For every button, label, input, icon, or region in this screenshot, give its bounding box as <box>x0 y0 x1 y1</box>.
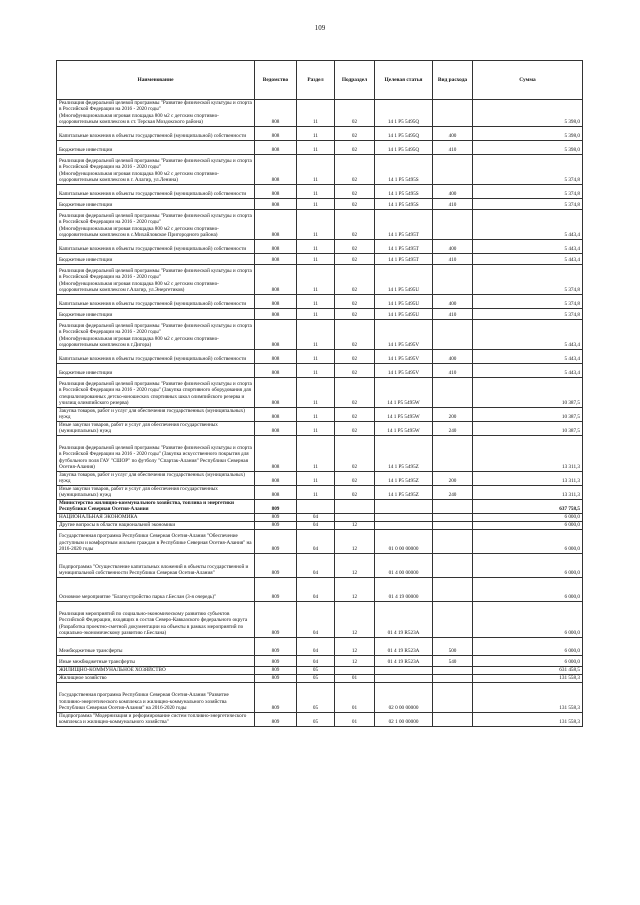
cell-name: Реализация федеральной целевой программы "Развитие физической культуры и спорта в Российской Федерации на 2016 - 2020 годы" (Многофункциональная игровая площадка 800 м2 с детским спортивно-оздоровительным комплексом в г.Дигора) <box>57 319 255 349</box>
cell-amount: 131 558,3 <box>473 674 583 682</box>
cell-section: 11 <box>297 253 335 264</box>
cell-section: 11 <box>297 319 335 349</box>
cell-ministry: 809 <box>255 521 297 529</box>
cell-target-article: 01 4 19 R523A <box>375 655 433 666</box>
cell-section: 11 <box>297 471 335 485</box>
header-amount: Сумма <box>473 61 583 100</box>
cell-ministry: 808 <box>255 184 297 198</box>
cell-target-article: 02 0 00 00000 <box>375 682 433 712</box>
cell-expense-type: 500 <box>433 637 473 655</box>
table-row <box>57 198 583 209</box>
cell-section: 11 <box>297 126 335 140</box>
cell-amount: 6 000,0 <box>473 577 583 601</box>
cell-name: Реализация федеральной целевой программы "Развитие физической культуры и спорта в Российской Федерации на 2016 - 2020 годы" (Многофункциональная игровая площадка 800 м2 с детским спортивно-оздоровительным комплексом г.Алагир, ул.Энергетиков) <box>57 264 255 294</box>
table-row <box>57 308 583 319</box>
cell-expense-type <box>433 529 473 553</box>
cell-name: Подпрограмма "Осуществление капитальных вложений в объекты государственной и муниципальной собственности Республики Северная Осетия-Алания" <box>57 553 255 577</box>
cell-target-article: 14 1 P5 5495U <box>375 308 433 319</box>
cell-subsection: 02 <box>335 435 375 471</box>
cell-amount: 631 458,5 <box>473 666 583 674</box>
cell-name: Подпрограмма "Модернизация и реформирование систем топливно-энергетического комплекса и жилищно-коммунального хозяйства" <box>57 712 255 726</box>
cell-expense-type <box>433 553 473 577</box>
table-row <box>57 601 583 637</box>
header-ministry: Ведомство <box>255 61 297 100</box>
cell-target-article: 14 1 P5 5495V <box>375 349 433 363</box>
cell-expense-type: 410 <box>433 198 473 209</box>
cell-name: Иные закупки товаров, работ и услуг для обеспечения государственных (муниципальных) нужд <box>57 421 255 435</box>
cell-ministry: 808 <box>255 471 297 485</box>
cell-name: Закупка товаров, работ и услуг для обеспечения государственных (муниципальных) нужд <box>57 407 255 421</box>
cell-ministry: 809 <box>255 601 297 637</box>
table-row <box>57 655 583 666</box>
cell-name: Иные межбюджетные трансферты <box>57 655 255 666</box>
cell-expense-type: 200 <box>433 407 473 421</box>
cell-name: Бюджетные инвестиции <box>57 198 255 209</box>
cell-expense-type: 540 <box>433 655 473 666</box>
cell-expense-type: 400 <box>433 294 473 308</box>
cell-name: Реализация мероприятий по социально-экономическому развитию субъектов Российской Федерации, входящих в состав Северо-Кавказского федерального округа (Разработка проектно-сметной документации на объекты в рамках мероприятий по социально-экономическому развитию г.Беслана) <box>57 601 255 637</box>
table-row <box>57 349 583 363</box>
cell-amount: 13 311,3 <box>473 485 583 499</box>
cell-subsection <box>335 513 375 521</box>
cell-target-article: 14 1 P5 5495W <box>375 421 433 435</box>
cell-subsection: 02 <box>335 184 375 198</box>
cell-target-article: 14 1 P5 5495Z <box>375 435 433 471</box>
table-row <box>57 499 583 513</box>
cell-subsection: 02 <box>335 421 375 435</box>
cell-ministry: 808 <box>255 154 297 184</box>
table-row <box>57 553 583 577</box>
cell-expense-type <box>433 435 473 471</box>
header-subsection: Подраздел <box>335 61 375 100</box>
cell-ministry: 808 <box>255 363 297 377</box>
cell-ministry: 808 <box>255 485 297 499</box>
cell-name: Реализация федеральной целевой программы "Развитие физической культуры и спорта в Российской Федерации на 2016 - 2020 годы" (Многофункциональная игровая площадка 800 м2 с детским спортивно-оздоровительным комплексом в ст. Терская Моздокского района) <box>57 100 255 127</box>
cell-subsection: 02 <box>335 253 375 264</box>
cell-amount: 6 000,0 <box>473 529 583 553</box>
cell-section: 11 <box>297 154 335 184</box>
cell-amount: 5 374,8 <box>473 294 583 308</box>
table-row <box>57 485 583 499</box>
cell-ministry: 809 <box>255 513 297 521</box>
cell-expense-type <box>433 674 473 682</box>
cell-target-article: 14 1 P5 5495V <box>375 363 433 377</box>
cell-target-article: 14 1 P5 5495W <box>375 377 433 407</box>
cell-expense-type <box>433 377 473 407</box>
cell-ministry: 809 <box>255 529 297 553</box>
cell-target-article <box>375 666 433 674</box>
cell-amount: 6 000,0 <box>473 521 583 529</box>
table-row <box>57 407 583 421</box>
cell-target-article <box>375 513 433 521</box>
cell-amount: 5 374,8 <box>473 198 583 209</box>
cell-section: 11 <box>297 239 335 253</box>
cell-target-article <box>375 521 433 529</box>
cell-expense-type: 410 <box>433 253 473 264</box>
cell-section: 11 <box>297 264 335 294</box>
cell-amount: 6 000,0 <box>473 601 583 637</box>
cell-ministry: 809 <box>255 712 297 726</box>
cell-name: Реализация федеральной целевой программы "Развитие физической культуры и спорта в Российской Федерации на 2016 - 2020 годы" (Многофункциональная игровая площадка 800 м2 с детским спортивно-оздоровительным комплексом в с.Михайловское Пригородного района) <box>57 209 255 239</box>
cell-amount: 6 000,0 <box>473 637 583 655</box>
cell-ministry: 808 <box>255 239 297 253</box>
cell-amount: 10 387,5 <box>473 377 583 407</box>
table-row <box>57 209 583 239</box>
cell-subsection: 12 <box>335 553 375 577</box>
cell-ministry: 808 <box>255 421 297 435</box>
cell-target-article: 02 1 00 00000 <box>375 712 433 726</box>
cell-name: НАЦИОНАЛЬНАЯ ЭКОНОМИКА <box>57 513 255 521</box>
cell-section: 05 <box>297 666 335 674</box>
cell-subsection: 02 <box>335 239 375 253</box>
cell-name: Жилищное хозяйство <box>57 674 255 682</box>
cell-section: 11 <box>297 308 335 319</box>
cell-amount: 5 374,8 <box>473 184 583 198</box>
table-row <box>57 674 583 682</box>
cell-target-article: 01 0 00 00000 <box>375 529 433 553</box>
cell-section: 04 <box>297 513 335 521</box>
cell-amount: 6 000,0 <box>473 513 583 521</box>
cell-amount: 5 443,4 <box>473 209 583 239</box>
cell-target-article: 14 1 P5 5495T <box>375 253 433 264</box>
cell-ministry: 808 <box>255 319 297 349</box>
cell-section <box>297 499 335 513</box>
cell-expense-type: 200 <box>433 471 473 485</box>
cell-section: 05 <box>297 712 335 726</box>
cell-target-article: 14 1 P5 5495Q <box>375 100 433 127</box>
cell-expense-type <box>433 100 473 127</box>
cell-target-article: 14 1 P5 5495S <box>375 198 433 209</box>
header-name: Наименование <box>57 61 255 100</box>
cell-name: Реализация федеральной целевой программы "Развитие физической культуры и спорта в Российской Федерации на 2016 - 2020 годы" (Многофункциональная игровая площадка 800 м2 с детским спортивно-оздоровительным комплексом в г. Алагир, ул.Ленина) <box>57 154 255 184</box>
cell-subsection: 12 <box>335 529 375 553</box>
cell-ministry: 809 <box>255 682 297 712</box>
cell-target-article <box>375 499 433 513</box>
cell-name: Бюджетные инвестиции <box>57 140 255 154</box>
cell-section: 11 <box>297 435 335 471</box>
cell-ministry: 808 <box>255 100 297 127</box>
table-row <box>57 666 583 674</box>
cell-section: 11 <box>297 140 335 154</box>
cell-name: Бюджетные инвестиции <box>57 253 255 264</box>
cell-amount: 5 443,4 <box>473 363 583 377</box>
cell-name: Капитальные вложения в объекты государственной (муниципальной) собственности <box>57 184 255 198</box>
cell-section: 05 <box>297 682 335 712</box>
cell-ministry: 809 <box>255 674 297 682</box>
cell-expense-type <box>433 513 473 521</box>
budget-table <box>56 60 583 727</box>
cell-expense-type: 410 <box>433 308 473 319</box>
cell-subsection: 02 <box>335 198 375 209</box>
cell-subsection: 02 <box>335 319 375 349</box>
table-row <box>57 100 583 127</box>
table-row <box>57 294 583 308</box>
table-row <box>57 253 583 264</box>
cell-section: 04 <box>297 601 335 637</box>
cell-ministry: 808 <box>255 308 297 319</box>
cell-ministry: 808 <box>255 140 297 154</box>
table-row <box>57 363 583 377</box>
table-header-row <box>57 61 583 100</box>
cell-ministry: 808 <box>255 377 297 407</box>
cell-expense-type <box>433 712 473 726</box>
cell-expense-type <box>433 521 473 529</box>
cell-expense-type <box>433 577 473 601</box>
cell-expense-type <box>433 154 473 184</box>
cell-amount: 5 374,8 <box>473 264 583 294</box>
cell-section: 11 <box>297 377 335 407</box>
cell-subsection: 01 <box>335 674 375 682</box>
cell-amount: 13 311,3 <box>473 471 583 485</box>
cell-subsection: 02 <box>335 209 375 239</box>
cell-amount: 10 387,5 <box>473 407 583 421</box>
cell-amount: 5 398,0 <box>473 100 583 127</box>
cell-expense-type: 400 <box>433 184 473 198</box>
cell-subsection: 02 <box>335 294 375 308</box>
cell-section: 11 <box>297 294 335 308</box>
table-row <box>57 154 583 184</box>
table-row <box>57 471 583 485</box>
table-row <box>57 637 583 655</box>
table-row <box>57 239 583 253</box>
cell-subsection: 02 <box>335 308 375 319</box>
cell-section: 04 <box>297 637 335 655</box>
cell-ministry: 808 <box>255 349 297 363</box>
cell-name: Капитальные вложения в объекты государственной (муниципальной) собственности <box>57 126 255 140</box>
cell-ministry: 808 <box>255 253 297 264</box>
cell-section: 11 <box>297 198 335 209</box>
cell-expense-type: 400 <box>433 126 473 140</box>
cell-ministry: 809 <box>255 637 297 655</box>
table-row <box>57 682 583 712</box>
cell-section: 11 <box>297 209 335 239</box>
cell-ministry: 808 <box>255 209 297 239</box>
cell-expense-type: 400 <box>433 349 473 363</box>
cell-amount: 10 387,5 <box>473 421 583 435</box>
cell-expense-type: 410 <box>433 363 473 377</box>
cell-amount: 5 443,4 <box>473 349 583 363</box>
cell-target-article: 14 1 P5 5495V <box>375 319 433 349</box>
cell-section: 04 <box>297 553 335 577</box>
cell-subsection: 01 <box>335 712 375 726</box>
cell-ministry: 808 <box>255 126 297 140</box>
header-target-article: Целевая статья <box>375 61 433 100</box>
cell-name: Реализация федеральной целевой программы "Развитие физической культуры и спорта в Российской Федерации на 2016 - 2020 годы" (Закупка искусственного покрытия для футбольного поля ГАУ "СШОР" по футболу "Спартак-Алания" Республики Северная Осетия-Алания) <box>57 435 255 471</box>
cell-ministry: 809 <box>255 666 297 674</box>
cell-expense-type <box>433 264 473 294</box>
cell-amount: 5 398,0 <box>473 126 583 140</box>
cell-ministry: 808 <box>255 407 297 421</box>
cell-amount: 5 443,4 <box>473 319 583 349</box>
table-row <box>57 140 583 154</box>
table-row <box>57 529 583 553</box>
cell-target-article: 14 1 P5 5495Z <box>375 471 433 485</box>
cell-amount: 5 443,4 <box>473 253 583 264</box>
cell-name: Государственная программа Республики Северная Осетия-Алания "Обеспечение доступным и комфортным жильем граждан в Республике Северная Осетия-Алания" на 2016-2020 годы <box>57 529 255 553</box>
cell-subsection: 12 <box>335 637 375 655</box>
cell-name: Капитальные вложения в объекты государственной (муниципальной) собственности <box>57 349 255 363</box>
cell-subsection: 02 <box>335 363 375 377</box>
cell-section: 04 <box>297 521 335 529</box>
cell-name: Основное мероприятие "Благоустройство парка г.Беслан (3-я очередь)" <box>57 577 255 601</box>
cell-subsection: 02 <box>335 349 375 363</box>
cell-amount: 5 443,4 <box>473 239 583 253</box>
cell-target-article: 14 1 P5 5495U <box>375 294 433 308</box>
cell-expense-type: 240 <box>433 485 473 499</box>
cell-section: 04 <box>297 655 335 666</box>
cell-expense-type: 410 <box>433 140 473 154</box>
cell-name: Иные закупки товаров, работ и услуг для обеспечения государственных (муниципальных) нужд <box>57 485 255 499</box>
cell-target-article: 01 4 19 R523A <box>375 637 433 655</box>
cell-target-article: 01 4 19 R523A <box>375 601 433 637</box>
cell-expense-type <box>433 319 473 349</box>
cell-name: Капитальные вложения в объекты государственной (муниципальной) собственности <box>57 239 255 253</box>
cell-amount: 6 000,0 <box>473 553 583 577</box>
cell-amount: 5 374,8 <box>473 154 583 184</box>
cell-name: Другие вопросы в области национальной экономики <box>57 521 255 529</box>
cell-subsection <box>335 666 375 674</box>
cell-target-article: 14 1 P5 5495S <box>375 154 433 184</box>
table-row <box>57 521 583 529</box>
cell-target-article: 01 4 19 00000 <box>375 577 433 601</box>
cell-amount: 5 374,8 <box>473 308 583 319</box>
cell-target-article <box>375 674 433 682</box>
cell-subsection: 02 <box>335 140 375 154</box>
table-row <box>57 712 583 726</box>
cell-subsection: 12 <box>335 521 375 529</box>
cell-section: 11 <box>297 485 335 499</box>
cell-target-article: 14 1 P5 5495S <box>375 184 433 198</box>
cell-amount: 6 000,0 <box>473 655 583 666</box>
cell-amount: 131 558,3 <box>473 682 583 712</box>
cell-subsection: 02 <box>335 471 375 485</box>
cell-section: 11 <box>297 349 335 363</box>
cell-ministry: 809 <box>255 553 297 577</box>
header-expense-type: Вид расхода <box>433 61 473 100</box>
table-row <box>57 377 583 407</box>
cell-section: 11 <box>297 407 335 421</box>
page-number: 109 <box>314 24 326 32</box>
table-row <box>57 421 583 435</box>
cell-expense-type: 240 <box>433 421 473 435</box>
table-row <box>57 319 583 349</box>
cell-ministry: 809 <box>255 655 297 666</box>
cell-amount: 5 398,0 <box>473 140 583 154</box>
cell-section: 11 <box>297 100 335 127</box>
cell-target-article: 14 1 P5 5495T <box>375 209 433 239</box>
cell-subsection: 02 <box>335 154 375 184</box>
cell-ministry: 808 <box>255 435 297 471</box>
table-row <box>57 577 583 601</box>
cell-target-article: 14 1 P5 5495Q <box>375 126 433 140</box>
cell-target-article: 14 1 P5 5495Z <box>375 485 433 499</box>
cell-expense-type <box>433 209 473 239</box>
cell-amount: 637 758,5 <box>473 499 583 513</box>
table-row <box>57 264 583 294</box>
cell-name: Бюджетные инвестиции <box>57 308 255 319</box>
cell-ministry: 808 <box>255 198 297 209</box>
header-section: Раздел <box>297 61 335 100</box>
cell-section: 11 <box>297 363 335 377</box>
cell-name: Капитальные вложения в объекты государственной (муниципальной) собственности <box>57 294 255 308</box>
cell-target-article: 01 4 00 00000 <box>375 553 433 577</box>
cell-expense-type <box>433 666 473 674</box>
table-row <box>57 435 583 471</box>
cell-subsection: 02 <box>335 126 375 140</box>
cell-expense-type: 400 <box>433 239 473 253</box>
cell-target-article: 14 1 P5 5495Q <box>375 140 433 154</box>
cell-target-article: 14 1 P5 5495T <box>375 239 433 253</box>
cell-target-article: 14 1 P5 5495U <box>375 264 433 294</box>
cell-ministry: 808 <box>255 294 297 308</box>
cell-subsection: 02 <box>335 264 375 294</box>
cell-subsection: 02 <box>335 377 375 407</box>
cell-ministry: 809 <box>255 577 297 601</box>
table-row <box>57 184 583 198</box>
cell-subsection: 12 <box>335 655 375 666</box>
cell-subsection: 02 <box>335 100 375 127</box>
cell-expense-type <box>433 499 473 513</box>
cell-name: Закупка товаров, работ и услуг для обеспечения государственных (муниципальных) нужд <box>57 471 255 485</box>
cell-subsection: 12 <box>335 601 375 637</box>
cell-name: Бюджетные инвестиции <box>57 363 255 377</box>
cell-ministry: 808 <box>255 264 297 294</box>
cell-amount: 131 558,3 <box>473 712 583 726</box>
cell-name: Межбюджетные трансферты <box>57 637 255 655</box>
cell-section: 04 <box>297 529 335 553</box>
cell-subsection <box>335 499 375 513</box>
cell-name: ЖИЛИЩНО-КОММУНАЛЬНОЕ ХОЗЯЙСТВО <box>57 666 255 674</box>
cell-section: 11 <box>297 421 335 435</box>
cell-subsection: 12 <box>335 577 375 601</box>
cell-name: Министерство жилищно-коммунального хозяйства, топлива и энергетики Республики Северная Осетия-Алания <box>57 499 255 513</box>
cell-name: Реализация федеральной целевой программы "Развитие физической культуры и спорта в Российской Федерации на 2016 - 2020 годы" (Закупка спортивного оборудования для специализированных детско-юношеских спортивных школ олимпийского резерва и училищ олимпийского резерва) <box>57 377 255 407</box>
cell-subsection: 01 <box>335 682 375 712</box>
cell-expense-type <box>433 601 473 637</box>
cell-ministry: 809 <box>255 499 297 513</box>
cell-target-article: 14 1 P5 5495W <box>375 407 433 421</box>
cell-expense-type <box>433 682 473 712</box>
cell-section: 05 <box>297 674 335 682</box>
cell-subsection: 02 <box>335 485 375 499</box>
cell-subsection: 02 <box>335 407 375 421</box>
cell-name: Государственная программа Республики Северная Осетия-Алания "Развитие топливно-энергетического комплекса и жилищно-коммунального хозяйства Республики Северная Осетия-Алания" на 2016-2020 годы <box>57 682 255 712</box>
cell-amount: 13 311,3 <box>473 435 583 471</box>
table-row <box>57 126 583 140</box>
cell-section: 04 <box>297 577 335 601</box>
cell-section: 11 <box>297 184 335 198</box>
table-row <box>57 513 583 521</box>
